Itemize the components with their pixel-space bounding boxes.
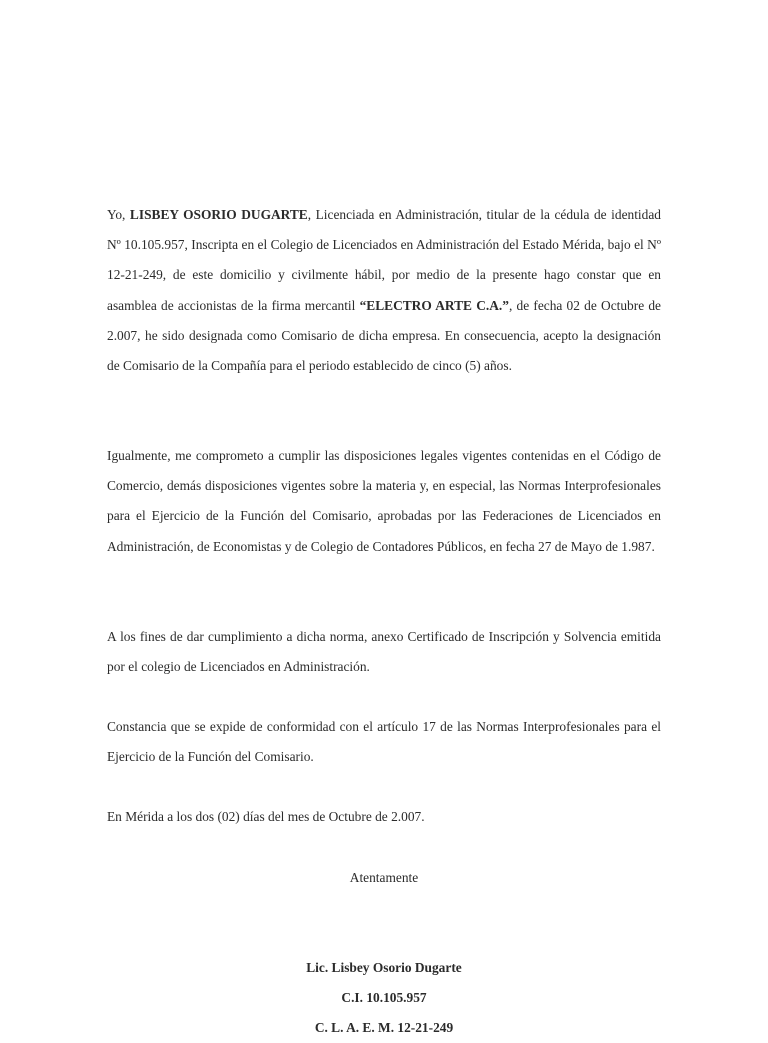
company-name: “ELECTRO ARTE C.A.” bbox=[359, 297, 509, 313]
declarant-name: LISBEY OSORIO DUGARTE bbox=[129, 207, 308, 222]
signature-name: Lic. Lisbey Osorio Dugarte bbox=[306, 960, 462, 975]
closing-text: Atentamente bbox=[349, 870, 419, 885]
declaration-body-text: , Licenciada en Administración, titular de la cédula de identidad Nº 10.105.957, Inscripta en el Colegio de Licenciados en Administración del Estado Mérida, bajo el Nº 12-21-249, de este domicilio y civilmente hábil, por medio de la presente hago constar que en asamblea de accionistas de la firma mercantil bbox=[107, 207, 661, 313]
declaration-end-text: , de fecha 02 de Octubre de 2.007, he sido designada como Comisario de dicha empresa. En consecuencia, acepto la designación de Comisario de la Compañía para el periodo establecido de cinco (5) años. bbox=[107, 297, 662, 374]
declaration-intro-text: Yo, bbox=[107, 207, 130, 222]
paragraph-certificate: A los fines de dar cumplimiento a dicha norma, anexo Certificado de Inscripción y Solvencia emitida por el colegio de Licenciados en Administración. bbox=[107, 629, 661, 675]
paragraph-declaration bbox=[107, 200, 661, 381]
signature-ci: C.I. 10.105.957 bbox=[341, 990, 427, 1005]
signature-registration: C. L. A. E. M. 12-21-249 bbox=[314, 1020, 454, 1035]
paragraph-commitment: Igualmente, me comprometo a cumplir las disposiciones legales vigentes contenidas en el Código de Comercio, demás disposiciones vigentes sobre la materia y, en especial, las Normas Interprofesionales para el Ejercicio de la Función del Comisario, aprobadas por las Federaciones de Licenciados en Administración, de Economistas y de Colegio de Contadores Públicos, en fecha 27 de Mayo de 1.987. bbox=[107, 448, 661, 554]
paragraph-constancia: Constancia que se expide de conformidad con el artículo 17 de las Normas Interprofesionales para el Ejercicio de la Función del Comisario. bbox=[107, 719, 661, 765]
paragraph-place-date: En Mérida a los dos (02) días del mes de Octubre de 2.007. bbox=[107, 809, 425, 824]
